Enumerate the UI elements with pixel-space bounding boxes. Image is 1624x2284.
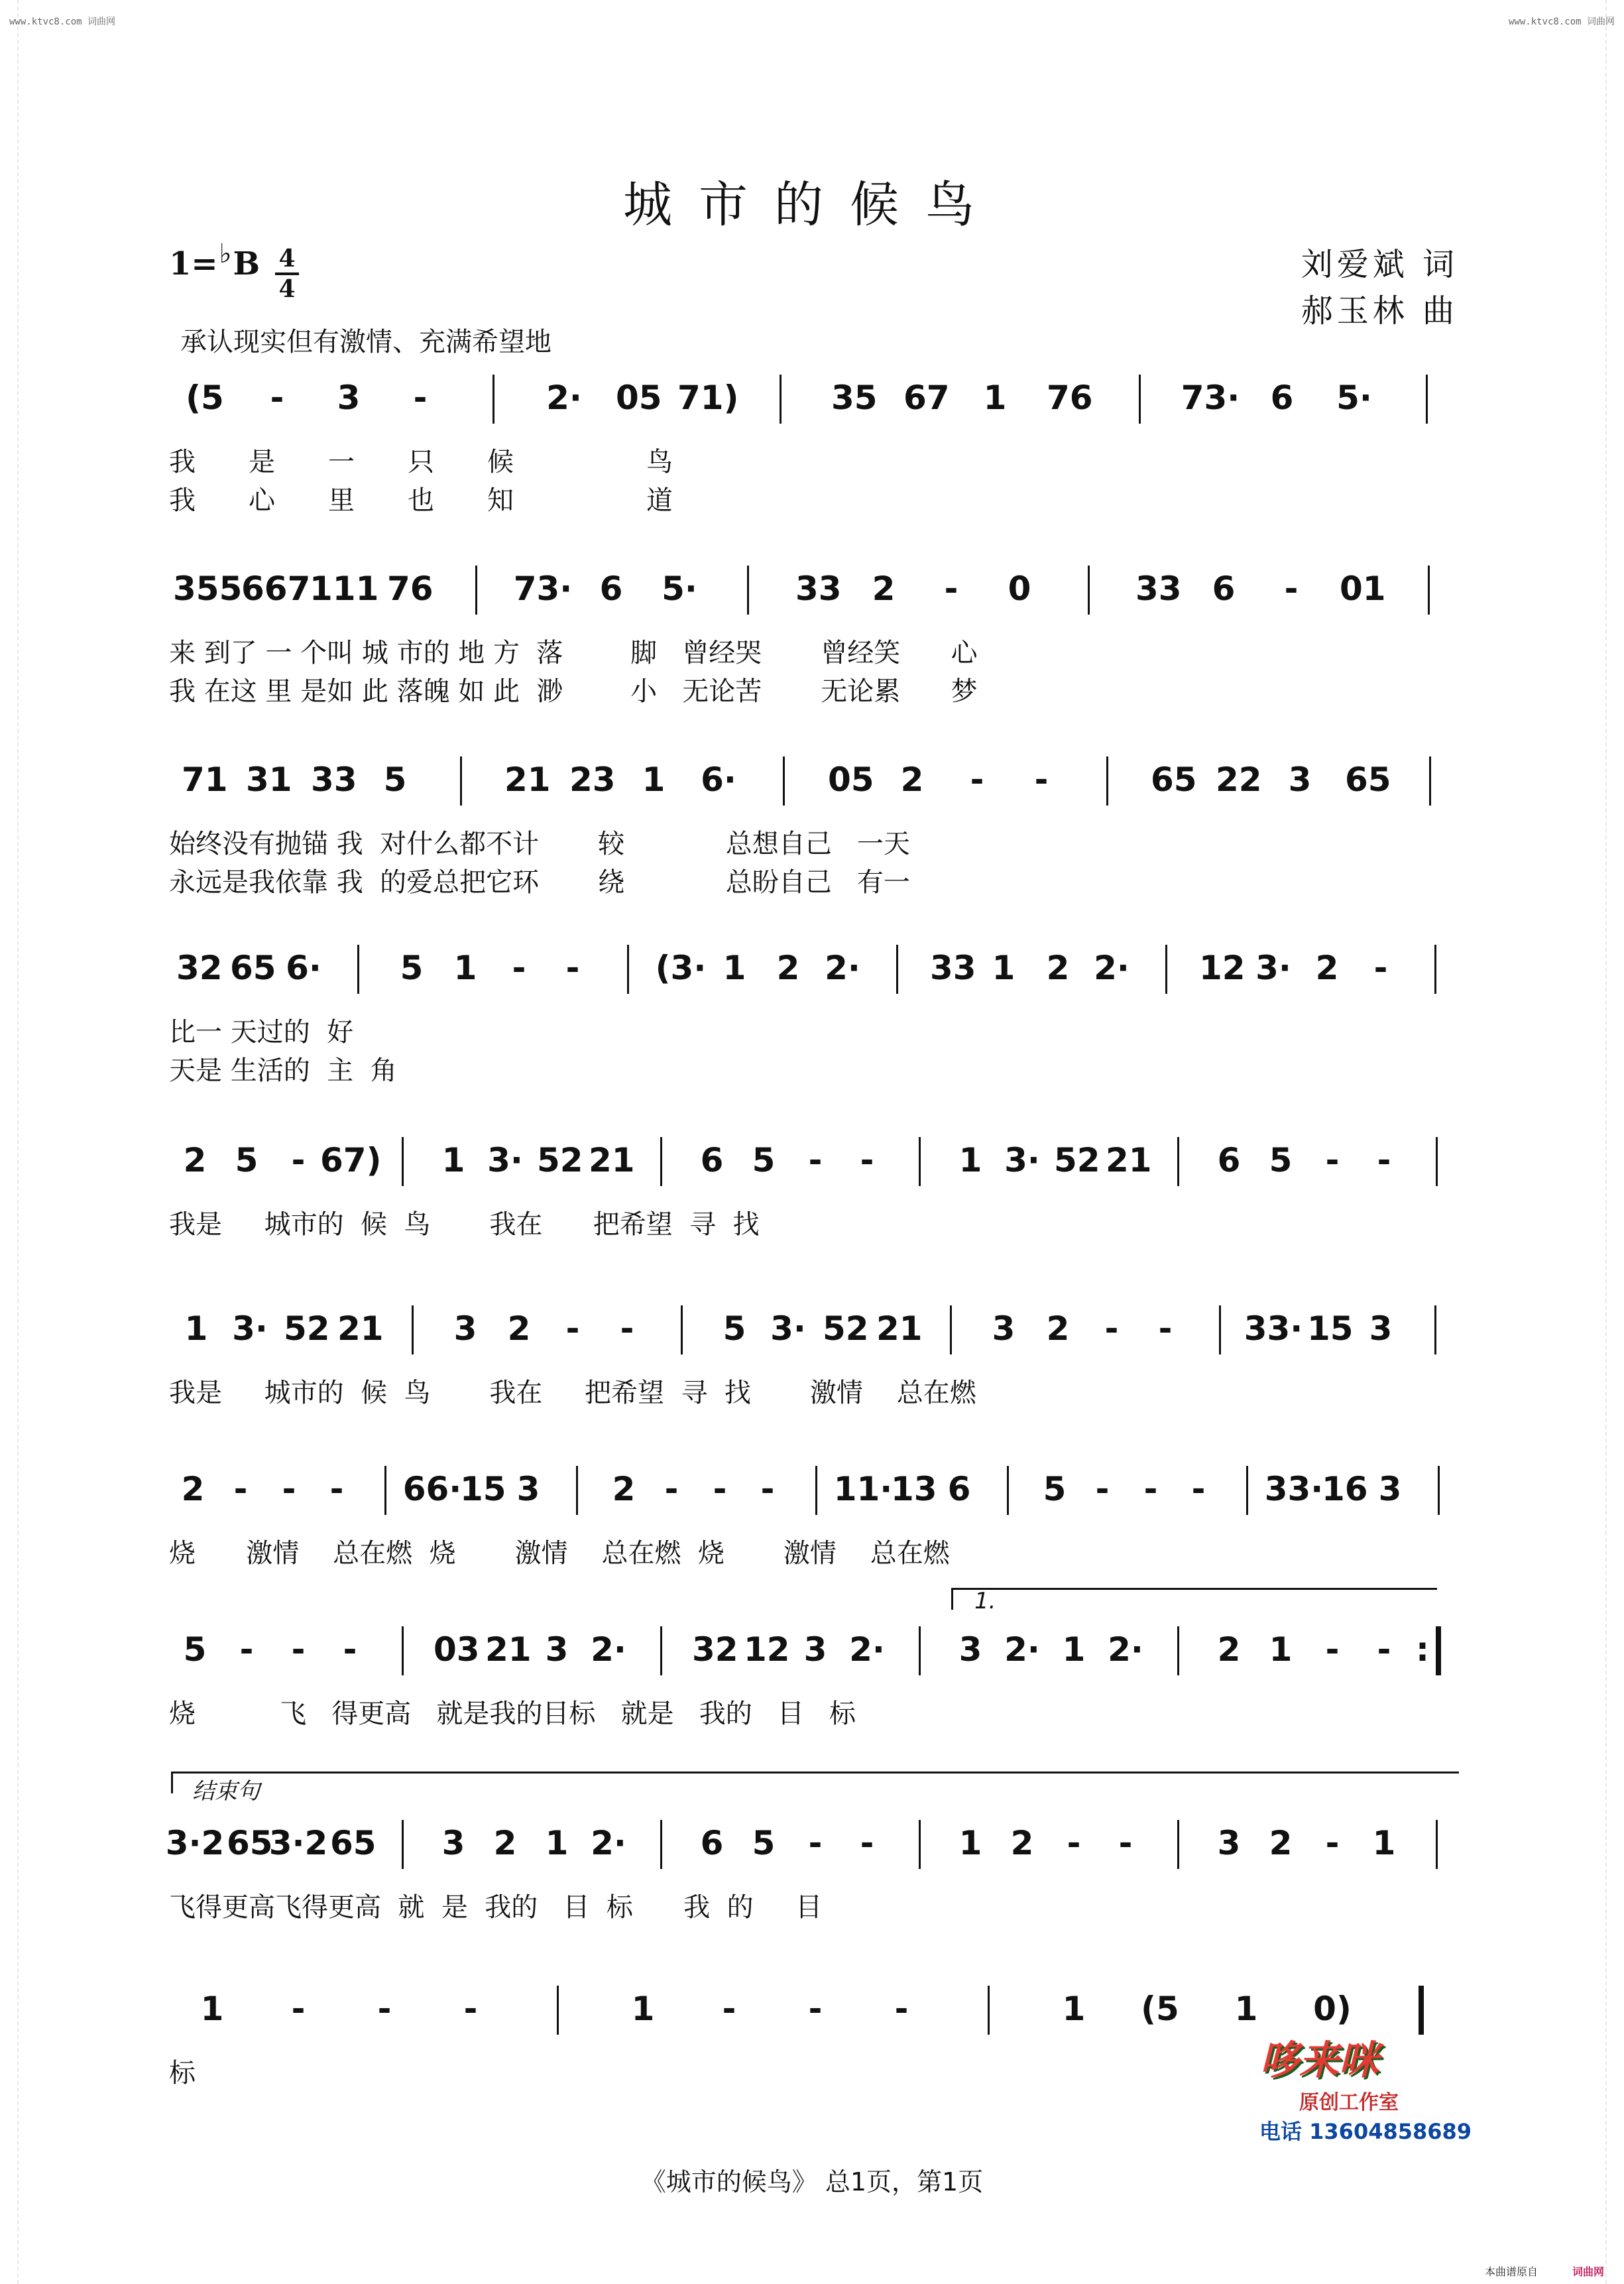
barline bbox=[660, 1626, 662, 1675]
barline bbox=[1434, 1305, 1436, 1354]
lyric-row-2: 天是 生活的 主 角 bbox=[169, 1055, 397, 1086]
barline bbox=[919, 1626, 921, 1675]
note-token: 2· bbox=[546, 379, 582, 417]
barline bbox=[896, 945, 898, 994]
note-token: - bbox=[1143, 1470, 1158, 1508]
barline bbox=[1177, 1820, 1179, 1869]
note-token: 3 bbox=[1288, 760, 1312, 799]
note-token: 1 bbox=[1234, 1990, 1258, 2028]
barline bbox=[1419, 1986, 1424, 2035]
lyric-row-1: 飞得更高飞得更高 就 是 我的 目 标 我 的 目 bbox=[169, 1892, 823, 1923]
lyric-row-1: 烧 飞 得更高 就是我的目标 就是 我的 目 标 bbox=[169, 1699, 856, 1729]
note-token: 5· bbox=[1336, 379, 1372, 417]
note-token: 52 bbox=[284, 1309, 330, 1348]
note-token: 6 bbox=[1212, 570, 1236, 608]
note-token: 76 bbox=[387, 570, 434, 608]
barline bbox=[557, 1986, 559, 2035]
note-token: 03 bbox=[434, 1630, 480, 1669]
note-token: 6 bbox=[700, 1141, 724, 1179]
note-token: 3 bbox=[1217, 1824, 1241, 1862]
note-token: 65 bbox=[230, 949, 276, 987]
barline bbox=[919, 1137, 921, 1186]
note-token: 65 bbox=[330, 1824, 377, 1862]
barline bbox=[1139, 375, 1141, 424]
note-token: - bbox=[1034, 760, 1049, 799]
note-token: 3·2 bbox=[268, 1824, 328, 1862]
time-signature: 4 4 bbox=[275, 247, 299, 301]
note-token: 3· bbox=[1255, 949, 1291, 987]
note-token: 71 bbox=[182, 760, 228, 799]
note-token: - bbox=[291, 1141, 306, 1179]
note-token: 2 bbox=[181, 1470, 205, 1508]
composer: 郝玉林 曲 bbox=[1301, 292, 1458, 330]
note-token: 67) bbox=[320, 1141, 382, 1179]
note-token: 5 bbox=[1043, 1470, 1067, 1508]
note-token: - bbox=[1325, 1141, 1340, 1179]
note-token: 2· bbox=[591, 1630, 626, 1669]
note-token: - bbox=[565, 1309, 580, 1348]
barline bbox=[1436, 1820, 1438, 1869]
note-token: 71) bbox=[677, 379, 739, 417]
barline bbox=[1219, 1305, 1221, 1354]
note-token: 3 bbox=[803, 1630, 827, 1669]
note-token: 2 bbox=[183, 1141, 207, 1179]
note-token: 1 bbox=[441, 1141, 465, 1179]
logo-name: 哆来咪 bbox=[1259, 2037, 1379, 2084]
note-token: 1 bbox=[184, 1309, 208, 1348]
note-token: 3· bbox=[1004, 1141, 1040, 1179]
note-token: 6 bbox=[1217, 1141, 1241, 1179]
note-token: 2 bbox=[900, 760, 924, 799]
note-token: - bbox=[713, 1470, 727, 1508]
barline bbox=[384, 1466, 386, 1515]
note-token: 0 bbox=[1008, 570, 1031, 608]
note-token: 5 bbox=[723, 1309, 746, 1348]
note-token: 12 bbox=[744, 1630, 790, 1669]
barline bbox=[1177, 1626, 1179, 1675]
note-token: - bbox=[270, 379, 284, 417]
note-token: 01 bbox=[1340, 570, 1386, 608]
note-token: 11· bbox=[833, 1470, 893, 1508]
barline bbox=[660, 1820, 662, 1869]
note-token: 21 bbox=[485, 1630, 532, 1669]
note-token: - bbox=[1158, 1309, 1173, 1348]
note-token: 2· bbox=[1094, 949, 1130, 987]
note-token: 13 bbox=[891, 1470, 937, 1508]
note-token: 2· bbox=[1004, 1630, 1040, 1669]
note-token: 2 bbox=[1217, 1630, 1241, 1669]
note-token: 2 bbox=[1269, 1824, 1293, 1862]
note-token: 16 bbox=[1322, 1470, 1368, 1508]
notation-row bbox=[169, 549, 1462, 629]
note-token: 6 bbox=[599, 570, 623, 608]
barline bbox=[1165, 945, 1167, 994]
note-token: 3·2 bbox=[165, 1824, 225, 1862]
note-token: 6 bbox=[1270, 379, 1294, 417]
expression-marking: 承认现实但有激情、充满希望地 bbox=[180, 327, 551, 357]
barline bbox=[1007, 1466, 1009, 1515]
first-ending-label: 1. bbox=[974, 1588, 996, 1614]
note-token: - bbox=[463, 1990, 478, 2028]
note-token: 1 bbox=[642, 760, 666, 799]
note-token: 6· bbox=[701, 760, 736, 799]
note-token: - bbox=[329, 1470, 344, 1508]
top-right-watermark: www.ktvc8.com 词曲网 bbox=[1508, 17, 1615, 27]
note-token: 33· bbox=[1264, 1470, 1324, 1508]
note-token: 3 bbox=[545, 1630, 569, 1669]
notation-row bbox=[169, 740, 1462, 819]
note-token: 5 bbox=[752, 1141, 776, 1179]
note-token: 2 bbox=[1315, 949, 1339, 987]
note-token: 2· bbox=[849, 1630, 885, 1669]
note-token: 73· bbox=[513, 570, 573, 608]
barline bbox=[1428, 566, 1430, 615]
note-token: 0) bbox=[1313, 1990, 1352, 2028]
note-token: - bbox=[291, 1990, 306, 2028]
barline bbox=[950, 1305, 952, 1354]
barline bbox=[576, 1466, 578, 1515]
note-token: 2· bbox=[1108, 1630, 1143, 1669]
barline bbox=[780, 375, 782, 424]
note-token: 1 bbox=[723, 949, 746, 987]
note-token: - bbox=[1067, 1824, 1081, 1862]
note-token: 1 bbox=[200, 1990, 224, 2028]
note-token: 22 bbox=[1216, 760, 1262, 799]
lyricist: 刘爱斌 词 bbox=[1301, 246, 1458, 283]
notation-row bbox=[169, 1289, 1462, 1368]
note-token: 3 bbox=[453, 1309, 477, 1348]
note-token: 1 bbox=[631, 1990, 655, 2028]
note-token: - bbox=[1377, 1141, 1391, 1179]
barline bbox=[475, 566, 477, 615]
note-token: 3· bbox=[770, 1309, 806, 1348]
note-token: 1 bbox=[1062, 1630, 1086, 1669]
note-token: 35 bbox=[831, 379, 878, 417]
note-token: - bbox=[722, 1990, 736, 2028]
note-token: 1 bbox=[983, 379, 1007, 417]
barline bbox=[1438, 1466, 1440, 1515]
note-token: 2 bbox=[493, 1824, 517, 1862]
logo-studio: 原创工作室 bbox=[1299, 2091, 1399, 2114]
note-token: - bbox=[343, 1630, 357, 1669]
notation-row bbox=[165, 1803, 1462, 1883]
note-token: 33 bbox=[930, 949, 976, 987]
ending-label: 结束句 bbox=[192, 1778, 260, 1805]
barline bbox=[1088, 566, 1090, 615]
lyric-row-1: 比一 天过的 好 bbox=[169, 1017, 354, 1048]
note-token: - bbox=[282, 1470, 296, 1508]
note-token: - bbox=[808, 1824, 823, 1862]
note-token: 2 bbox=[1010, 1824, 1034, 1862]
note-token: 65 bbox=[227, 1824, 273, 1862]
barline bbox=[919, 1820, 921, 1869]
note-token: 3 bbox=[1378, 1470, 1402, 1508]
note-token: 2 bbox=[612, 1470, 636, 1508]
lyric-row-1: 来 到了 一 个叫 城 市的 地 方 落 脚 曾经哭 曾经笑 心 bbox=[169, 638, 978, 668]
barline bbox=[783, 756, 785, 806]
note-token: - bbox=[760, 1470, 775, 1508]
note-token: 2· bbox=[825, 949, 860, 987]
barline bbox=[988, 1986, 990, 2035]
barline bbox=[402, 1820, 404, 1869]
note-token: - bbox=[894, 1990, 909, 2028]
barline bbox=[1106, 756, 1108, 806]
barline bbox=[493, 375, 494, 424]
note-token: 3· bbox=[232, 1309, 268, 1348]
note-token: 3 bbox=[992, 1309, 1015, 1348]
note-token: 6 bbox=[700, 1824, 724, 1862]
note-token: 3 bbox=[958, 1630, 982, 1669]
notation-row bbox=[169, 358, 1462, 438]
lyric-row-2: 我 心 里 也 知 道 bbox=[169, 485, 673, 516]
note-token: - bbox=[1325, 1630, 1340, 1669]
note-token: 52 bbox=[537, 1141, 583, 1179]
barline bbox=[402, 1137, 404, 1186]
note-token: 5 bbox=[1269, 1141, 1293, 1179]
note-token: - bbox=[1191, 1470, 1206, 1508]
note-token: 66· bbox=[402, 1470, 462, 1508]
note-token: 1 bbox=[1062, 1990, 1086, 2028]
note-token: (5 bbox=[1141, 1990, 1179, 2028]
left-watermark-strip bbox=[0, 0, 19, 2284]
note-token: 15 bbox=[1307, 1309, 1354, 1348]
note-token: 21 bbox=[589, 1141, 635, 1179]
note-token: 6· bbox=[286, 949, 321, 987]
note-token: 1 bbox=[545, 1824, 569, 1862]
note-token: (3· bbox=[655, 949, 707, 987]
note-token: 21 bbox=[876, 1309, 923, 1348]
lyric-row-1: 我是 城市的 候 鸟 我在 把希望 寻 找 激情 总在燃 bbox=[169, 1378, 976, 1408]
note-token: 52 bbox=[823, 1309, 869, 1348]
note-token: 65 bbox=[1345, 760, 1391, 799]
barline bbox=[747, 566, 749, 615]
note-token: 2· bbox=[591, 1824, 626, 1862]
note-token: 65 bbox=[1151, 760, 1197, 799]
note-token: 3 bbox=[441, 1824, 465, 1862]
lyric-row-2: 永远是我依靠 我 的爱总把它环 绕 总盼自己 有一 bbox=[169, 867, 910, 898]
note-token: 1 bbox=[958, 1141, 982, 1179]
barline bbox=[357, 945, 359, 994]
note-token: - bbox=[970, 760, 984, 799]
note-token: - bbox=[1373, 949, 1388, 987]
note-token: 21 bbox=[337, 1309, 384, 1348]
note-token: 111 bbox=[310, 570, 379, 608]
right-watermark-strip bbox=[1605, 0, 1624, 2284]
note-token: - bbox=[808, 1141, 823, 1179]
first-ending-bracket bbox=[951, 1588, 1437, 1610]
logo-phone: 电话 13604858689 bbox=[1259, 2119, 1472, 2144]
barline bbox=[412, 1305, 414, 1354]
note-token: 23 bbox=[569, 760, 616, 799]
note-token: - bbox=[1284, 570, 1299, 608]
barline bbox=[1434, 945, 1436, 994]
notation-row bbox=[169, 1120, 1462, 1200]
bottom-watermark: 本曲谱原自 bbox=[1484, 2265, 1538, 2278]
note-token: - bbox=[664, 1470, 679, 1508]
lyric-row-1: 烧 激情 总在燃 烧 激情 总在燃 烧 激情 总在燃 bbox=[169, 1538, 950, 1569]
note-token: - bbox=[1377, 1630, 1391, 1669]
page-footer: 《城市的候鸟》 总1页，第1页 bbox=[640, 2167, 984, 2196]
notation-row bbox=[169, 1449, 1462, 1529]
notation-row bbox=[169, 1610, 1462, 1689]
note-token: 21 bbox=[1106, 1141, 1152, 1179]
barline bbox=[1436, 1137, 1438, 1186]
note-token: 5· bbox=[662, 570, 697, 608]
barline bbox=[1246, 1466, 1248, 1515]
note-token: 3· bbox=[487, 1141, 523, 1179]
note-token: 667 bbox=[241, 570, 311, 608]
note-token: 6 bbox=[947, 1470, 971, 1508]
note-token: - bbox=[233, 1470, 248, 1508]
note-token: 1 bbox=[958, 1824, 982, 1862]
ending-bracket bbox=[171, 1772, 1459, 1793]
barline bbox=[681, 1305, 683, 1354]
barline bbox=[460, 756, 462, 806]
note-token: (5 bbox=[186, 379, 224, 417]
note-token: - bbox=[239, 1630, 254, 1669]
barline bbox=[627, 945, 629, 994]
note-token: 1 bbox=[992, 949, 1015, 987]
note-token: - bbox=[291, 1630, 306, 1669]
note-token: - bbox=[1325, 1824, 1340, 1862]
note-token: - bbox=[944, 570, 958, 608]
note-token: 5 bbox=[752, 1824, 776, 1862]
note-token: 12 bbox=[1199, 949, 1246, 987]
note-token: 1 bbox=[453, 949, 477, 987]
bottom-site-watermark: 词曲网 bbox=[1572, 2265, 1604, 2278]
credits bbox=[1301, 241, 1458, 334]
studio-logo bbox=[1259, 2029, 1472, 2145]
note-token: 355 bbox=[173, 570, 243, 608]
barline bbox=[815, 1466, 817, 1515]
barline bbox=[660, 1137, 662, 1186]
note-token: 33 bbox=[1135, 570, 1182, 608]
note-token: - bbox=[860, 1824, 874, 1862]
note-token: 3 bbox=[1369, 1309, 1393, 1348]
note-token: 1 bbox=[1269, 1630, 1293, 1669]
note-token: 33 bbox=[795, 570, 842, 608]
barline bbox=[1429, 756, 1431, 806]
note-token: - bbox=[860, 1141, 874, 1179]
notation-row bbox=[169, 928, 1462, 1008]
note-token: - bbox=[1118, 1824, 1133, 1862]
note-token: 33· bbox=[1244, 1309, 1303, 1348]
note-token: 2 bbox=[1046, 1309, 1070, 1348]
note-token: 76 bbox=[1047, 379, 1093, 417]
note-token: 5 bbox=[400, 949, 424, 987]
note-token: 15 bbox=[460, 1470, 506, 1508]
note-token: 33 bbox=[311, 760, 357, 799]
note-token: 21 bbox=[504, 760, 551, 799]
barline bbox=[402, 1626, 404, 1675]
note-token: 67 bbox=[903, 379, 950, 417]
note-token: - bbox=[620, 1309, 634, 1348]
note-token: - bbox=[565, 949, 580, 987]
note-token: - bbox=[1095, 1470, 1110, 1508]
barline bbox=[1177, 1137, 1179, 1186]
barline bbox=[1436, 1626, 1441, 1675]
song-title: 城市的候鸟 bbox=[623, 176, 1001, 233]
note-token: - bbox=[808, 1990, 823, 2028]
note-token: 1 bbox=[1372, 1824, 1396, 1862]
note-token: 2 bbox=[1046, 949, 1070, 987]
note-token: 05 bbox=[828, 760, 874, 799]
key-signature: 1=♭B bbox=[169, 238, 261, 282]
lyric-row-2: 我 在这 里 是如 此 落魄 如 此 渺 小 无论苦 无论累 梦 bbox=[169, 676, 978, 707]
lyric-row-1: 标 bbox=[169, 2058, 196, 2088]
note-token: 3 bbox=[516, 1470, 540, 1508]
lyric-row-1: 始终没有抛锚 我 对什么都不计 较 总想自己 一天 bbox=[169, 829, 910, 859]
note-token: 52 bbox=[1054, 1141, 1100, 1179]
note-token: 2 bbox=[776, 949, 800, 987]
note-token: 73· bbox=[1181, 379, 1240, 417]
note-token: 2 bbox=[507, 1309, 531, 1348]
lyric-row-1: 我 是 一 只 候 鸟 bbox=[169, 447, 673, 477]
note-token: - bbox=[377, 1990, 392, 2028]
note-token: - bbox=[512, 949, 526, 987]
note-token: 31 bbox=[246, 760, 292, 799]
note-token: - bbox=[1104, 1309, 1119, 1348]
note-token: 2 bbox=[872, 570, 896, 608]
note-token: 5 bbox=[235, 1141, 259, 1179]
note-token: 32 bbox=[176, 949, 223, 987]
note-token: 32 bbox=[692, 1630, 738, 1669]
repeat-sign: : bbox=[1416, 1630, 1429, 1669]
lyric-row-1: 我是 城市的 候 鸟 我在 把希望 寻 找 bbox=[169, 1209, 760, 1240]
note-token: - bbox=[413, 379, 428, 417]
note-token: 05 bbox=[616, 379, 662, 417]
note-token: 3 bbox=[337, 379, 361, 417]
note-token: 5 bbox=[183, 1630, 207, 1669]
note-token: 5 bbox=[383, 760, 407, 799]
barline bbox=[1426, 375, 1428, 424]
top-left-watermark: www.ktvc8.com 词曲网 bbox=[9, 17, 116, 27]
